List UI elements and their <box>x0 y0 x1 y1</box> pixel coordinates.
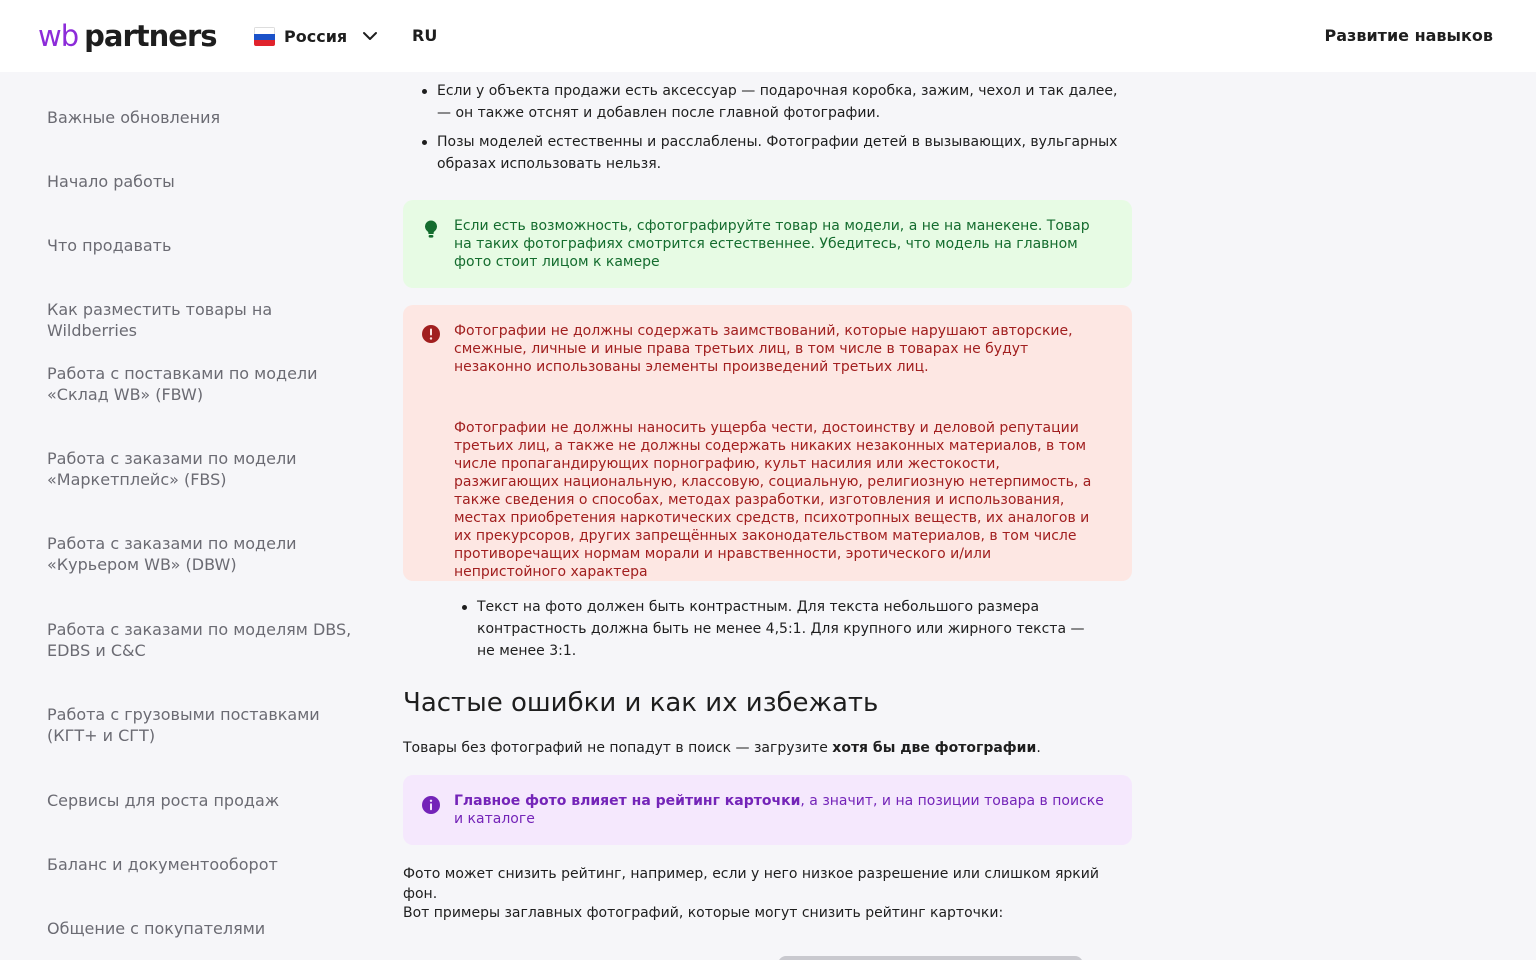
paragraph-examples: Вот примеры заглавных фотографий, которые могут снизить рейтинг карточки: <box>403 905 1004 921</box>
info-callout <box>403 775 1132 845</box>
sidebar-item-getting-started[interactable]: Начало работы <box>47 172 175 191</box>
sidebar-item-fbs[interactable]: Работа с заказами по модели «Маркетплейс» (FBS) <box>47 449 297 489</box>
sidebar-item-what-to-sell[interactable]: Что продавать <box>47 236 172 255</box>
warning-text-1: Фотографии не должны содержать заимствований, которые нарушают авторские, смежные, личные и иные права третьих лиц, в том числе в товарах не будут незаконно использованы элементы произведений третьих лиц. <box>454 323 1073 375</box>
section-title: Частые ошибки и как их избежать <box>403 688 879 718</box>
paragraph-text-end: . <box>1036 740 1041 756</box>
list-item: Если у объекта продажи есть аксессуар — подарочная коробка, зажим, чехол и так далее, — он также отснят и добавлен после главной фотографии. <box>437 80 1127 124</box>
country-selector[interactable] <box>254 24 379 48</box>
paragraph-text: Товары без фотографий не попадут в поиск — загрузите <box>403 740 833 756</box>
sidebar-item-dbs[interactable]: Работа с заказами по моделям DBS, EDBS и C&C <box>47 620 352 660</box>
chevron-down-icon <box>361 27 379 45</box>
sidebar-item-balance-docs[interactable]: Баланс и документооборот <box>47 855 278 874</box>
contrast-list <box>477 596 1087 662</box>
paragraph-rating: Фото может снизить рейтинг, например, если у него низкое разрешение или слишком яркий фон. <box>403 866 1099 902</box>
russia-flag-icon <box>254 27 275 46</box>
list-item: Текст на фото должен быть контрастным. Для текста небольшого размера контрастность должна быть не менее 4,5:1. Для крупного или жирного текста — не менее 3:1. <box>477 596 1087 662</box>
sidebar-item-fbw[interactable]: Работа с поставками по модели «Склад WB» (FBW) <box>47 364 318 404</box>
logo-partners-text: partners <box>84 19 217 53</box>
photo-requirements-list <box>437 80 1127 175</box>
paragraph-no-photos <box>403 738 1132 758</box>
wb-partners-logo[interactable] <box>38 18 217 54</box>
list-item: Позы моделей естественны и расслаблены. Фотографии детей в вызывающих, вульгарных образах использовать нельзя. <box>437 131 1127 175</box>
sidebar-item-how-to-place-goods[interactable]: Как разместить товары на Wildberries <box>47 300 273 340</box>
lightbulb-icon <box>421 219 441 239</box>
skills-development-link[interactable]: Развитие навыков <box>1324 26 1493 45</box>
alert-circle-icon <box>421 324 441 344</box>
top-header <box>0 0 1536 72</box>
logo-wb-text: wb <box>38 19 79 53</box>
sidebar-item-customer-communication[interactable]: Общение с покупателями <box>47 919 266 938</box>
tip-text: Если есть возможность, сфотографируйте товар на модели, а не на манекене. Товар на таких фотографиях смотрится естественнее. Убедитесь, что модель на главном фото стоит лицом к камере <box>454 218 1090 270</box>
warning-callout <box>403 305 1132 581</box>
language-switch[interactable]: RU <box>412 26 438 45</box>
country-label: Россия <box>284 26 348 46</box>
info-bold-text: Главное фото влияет на рейтинг карточки <box>454 793 801 809</box>
info-rest-text: , а значит, и на позиции товара в поиске и каталоге <box>454 793 1104 827</box>
tip-callout <box>403 200 1132 288</box>
sidebar-item-dbw[interactable]: Работа с заказами по модели «Курьером WB» (DBW) <box>47 534 297 574</box>
info-circle-icon <box>421 795 441 815</box>
sidebar-item-cargo[interactable]: Работа с грузовыми поставками (КГТ+ и СГТ) <box>47 705 320 745</box>
paragraph-bold-text: хотя бы две фотографии <box>832 740 1037 756</box>
sidebar-item-important-updates[interactable]: Важные обновления <box>47 108 221 127</box>
warning-text-2: Фотографии не должны наносить ущерба чести, достоинству и деловой репутации третьих лиц, а также не должны содержать никаких незаконных материалов, в том числе пропагандирующих порнографию, культ насилия или жестокости, разжигающих национальную, классовую, социальную, религиозную нетерпимость, а также сведения о способах, методах разработки, изготовления и использования, местах приобретения наркотических средств, психотропных веществ, их аналогов и их прекурсоров, других запрещённых законодательством материалов, в том числе противоречащих нормам морали и нравственности, эротического и/или непристойного характера <box>454 420 1092 580</box>
example-image-preview <box>778 956 1083 960</box>
sidebar-item-growth-services[interactable]: Сервисы для роста продаж <box>47 791 280 810</box>
info-text <box>454 792 1104 828</box>
